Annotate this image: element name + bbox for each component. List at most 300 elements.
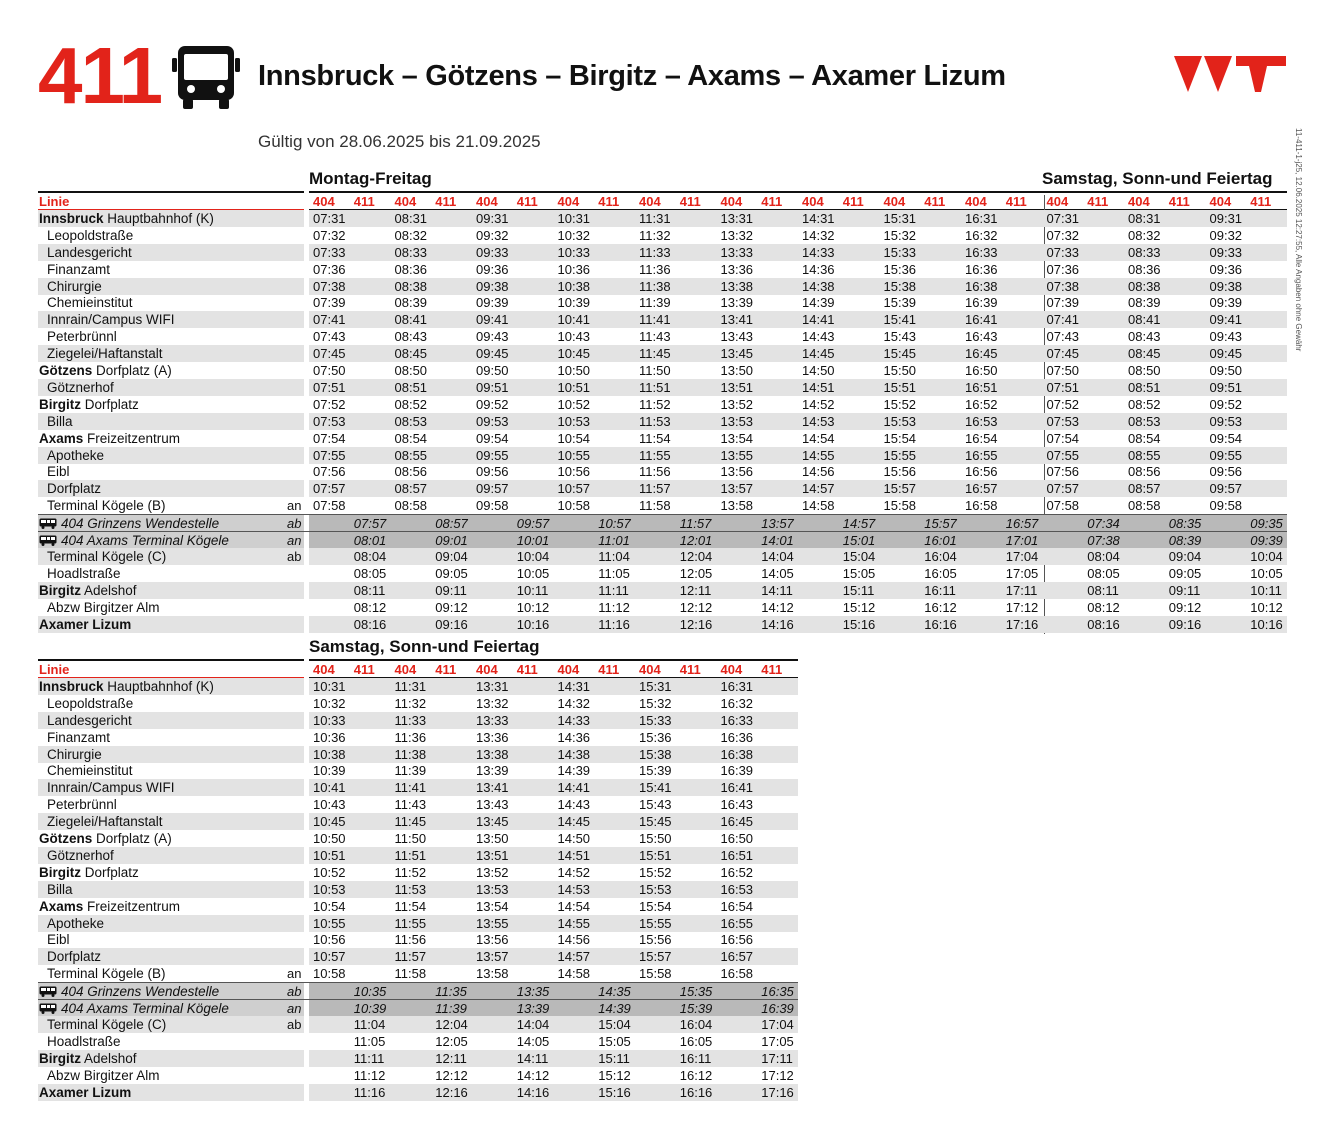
time-cell: 08:56	[1128, 464, 1161, 480]
time-cell: 17:11	[761, 1050, 793, 1066]
stop-name	[47, 294, 133, 311]
time-cell: 11:41	[639, 312, 671, 328]
stop-name	[47, 695, 133, 712]
stop-row	[38, 965, 798, 982]
validity-text: Gültig von 28.06.2025 bis 21.09.2025	[258, 132, 541, 151]
stop-row	[38, 210, 1287, 227]
time-cell: 08:33	[1128, 244, 1161, 260]
stop-row	[38, 712, 798, 729]
bus-icon	[172, 44, 240, 110]
time-cell: 15:31	[883, 210, 917, 226]
stop-name	[47, 746, 102, 763]
line-label-404: 404	[557, 194, 580, 209]
time-cell: 14:12	[516, 1067, 550, 1083]
time-cell: 17:16	[761, 1084, 794, 1100]
stop-row	[38, 729, 798, 746]
time-cell: 08:50	[394, 363, 428, 378]
stop-row	[38, 1050, 798, 1067]
time-cell: 07:50	[313, 363, 346, 378]
stop-row	[38, 447, 1287, 464]
stop-name	[47, 881, 73, 898]
time-cell: 16:39	[720, 763, 754, 779]
time-cell: 15:35	[679, 984, 713, 1000]
time-cell: 13:41	[476, 780, 509, 796]
time-cell: 10:58	[557, 498, 591, 514]
time-cell: 09:58	[1209, 498, 1243, 514]
time-cell: 14:11	[761, 582, 793, 598]
time-cell: 09:04	[435, 548, 468, 564]
stop-label: 404 Axams Terminal Kögele	[61, 1001, 229, 1016]
time-cell: 07:31	[1046, 210, 1080, 226]
line-label-411: 411	[679, 194, 701, 209]
time-cell: 16:55	[720, 915, 754, 931]
stop-row	[38, 328, 1287, 345]
stop-label: Finanzamt	[47, 261, 111, 277]
time-cell: 10:38	[313, 746, 346, 762]
stop-label: Peterbrünnl	[47, 329, 117, 345]
time-cell: 11:58	[639, 498, 671, 514]
arr-dep-marker: an	[287, 1001, 302, 1016]
time-cell: 13:31	[476, 678, 509, 694]
stop-label: Innrain/Campus WIFI	[47, 780, 175, 796]
line-label-411: 411	[679, 662, 701, 677]
stop-label: Hoadlstraße	[47, 1033, 121, 1049]
time-cell: 07:36	[1046, 261, 1080, 277]
time-cell: 10:51	[313, 847, 346, 863]
time-cell: 11:31	[639, 210, 671, 226]
time-cell: 10:43	[557, 329, 591, 345]
time-cell: 07:56	[313, 464, 346, 480]
time-cell: 14:05	[761, 565, 794, 581]
time-cell: 15:12	[598, 1067, 631, 1083]
stop-row	[38, 244, 1287, 261]
time-cell: 08:45	[394, 346, 428, 362]
time-cell: 09:31	[1209, 210, 1243, 226]
stop-row	[38, 463, 1287, 480]
time-cell: 14:58	[557, 966, 591, 982]
time-cell: 13:57	[720, 481, 754, 497]
time-cell: 14:50	[557, 831, 591, 846]
time-cell: 13:55	[476, 915, 509, 931]
time-cell: 13:52	[476, 864, 509, 880]
stop-row	[38, 1016, 798, 1033]
time-cell: 09:33	[1209, 244, 1243, 260]
line-label-404: 404	[557, 662, 580, 677]
time-cell: 07:45	[313, 346, 346, 362]
stop-place: Götzens	[39, 363, 93, 378]
time-cell: 10:56	[313, 932, 346, 948]
time-cell: 08:11	[1087, 582, 1119, 598]
line-label-411: 411	[516, 194, 538, 209]
time-cell: 16:39	[965, 295, 998, 311]
time-cell: 10:05	[516, 565, 550, 581]
line-label-411: 411	[842, 194, 864, 209]
time-cell: 12:04	[435, 1016, 468, 1032]
stop-place: Axamer Lizum	[39, 616, 132, 632]
stop-label: Hauptbahnhof (K)	[103, 678, 214, 694]
time-cell: 09:12	[1168, 599, 1202, 615]
time-cell: 08:52	[1128, 396, 1161, 412]
time-cell: 11:04	[353, 1016, 386, 1032]
time-cell: 11:04	[598, 548, 630, 564]
time-cell: 08:57	[435, 516, 468, 532]
stop-label: Terminal Kögele (C)	[47, 548, 167, 564]
time-cell: 17:01	[1005, 533, 1039, 548]
time-cell: 08:58	[1128, 498, 1161, 514]
time-cell: 15:52	[883, 396, 917, 412]
time-cell: 09:50	[1209, 363, 1243, 378]
line-label-411: 411	[1005, 194, 1027, 209]
time-cell: 09:38	[1209, 278, 1243, 294]
time-cell: 09:52	[1209, 396, 1243, 412]
time-cell: 07:41	[1046, 312, 1080, 328]
time-cell: 15:33	[883, 244, 917, 260]
stop-row	[38, 480, 1287, 497]
time-cell: 16:55	[965, 447, 998, 463]
time-cell: 09:39	[1209, 295, 1243, 311]
time-cell: 13:32	[720, 227, 754, 243]
stop-name	[39, 396, 139, 413]
time-cell: 10:31	[557, 210, 591, 226]
time-cell: 10:12	[1250, 599, 1283, 615]
time-cell: 14:39	[557, 763, 591, 779]
time-cell: 07:36	[313, 261, 346, 277]
time-cell: 10:11	[1250, 582, 1282, 598]
stop-label: Terminal Kögele (B)	[47, 966, 166, 982]
stop-label: Leopoldstraße	[47, 227, 134, 243]
time-cell: 08:31	[394, 210, 428, 226]
line-label-411: 411	[924, 194, 946, 209]
stop-name	[47, 413, 73, 430]
line-label-404: 404	[394, 194, 417, 209]
time-cell: 16:11	[924, 582, 956, 598]
stop-label: Landesgericht	[47, 712, 132, 728]
time-cell: 10:50	[313, 831, 346, 846]
time-cell: 09:51	[476, 379, 509, 395]
time-cell: 15:57	[639, 949, 672, 965]
time-cell: 09:55	[476, 447, 509, 463]
stop-label: 404 Axams Terminal Kögele	[61, 533, 229, 548]
time-cell: 11:43	[639, 329, 671, 345]
stop-row	[38, 261, 1287, 278]
time-cell: 14:36	[557, 729, 591, 745]
time-cell: 17:04	[1005, 548, 1039, 564]
time-cell: 07:58	[313, 498, 346, 514]
time-cell: 15:52	[639, 864, 672, 880]
stop-name	[47, 480, 101, 497]
time-cell: 09:54	[1209, 430, 1243, 446]
stop-row	[38, 1033, 798, 1050]
time-cell: 09:04	[1168, 548, 1202, 564]
time-cell: 08:01	[353, 533, 387, 548]
stop-row	[38, 379, 1287, 396]
time-cell: 10:39	[557, 295, 591, 311]
line-label-411: 411	[761, 194, 783, 209]
stop-name	[47, 565, 121, 582]
time-cell: 11:51	[394, 847, 427, 863]
time-cell: 07:57	[353, 516, 387, 532]
time-cell: 11:41	[394, 780, 427, 796]
time-cell: 07:43	[1046, 329, 1080, 345]
time-cell: 12:01	[679, 533, 713, 548]
time-cell: 08:43	[394, 329, 428, 345]
stop-row	[38, 227, 1287, 244]
time-cell: 09:12	[435, 599, 468, 615]
stop-row	[38, 948, 798, 965]
time-cell: 09:51	[1209, 379, 1243, 395]
time-cell: 10:45	[313, 814, 346, 830]
stop-name	[47, 244, 132, 261]
arr-dep-marker: an	[287, 533, 302, 548]
time-cell: 14:50	[802, 363, 835, 378]
stop-row	[38, 497, 1287, 514]
time-cell: 12:12	[679, 599, 713, 615]
line-label-404: 404	[802, 194, 824, 209]
time-cell: 16:58	[720, 966, 754, 982]
time-cell: 11:33	[639, 244, 671, 260]
time-cell: 10:41	[313, 780, 346, 796]
section-title: Samstag, Sonn-und Feiertag	[1042, 169, 1273, 188]
time-cell: 10:57	[598, 516, 631, 532]
time-cell: 15:39	[639, 763, 672, 779]
time-cell: 10:05	[1250, 565, 1283, 581]
time-cell: 14:01	[761, 533, 794, 548]
stop-name	[39, 864, 139, 881]
stop-label: 404 Grinzens Wendestelle	[61, 984, 220, 1000]
time-cell: 14:36	[802, 261, 835, 277]
time-cell: 09:56	[476, 464, 509, 480]
time-cell: 07:55	[313, 447, 346, 463]
time-cell: 10:41	[557, 312, 591, 328]
time-cell: 10:50	[557, 363, 591, 378]
stop-row	[38, 599, 1287, 616]
time-cell: 08:12	[1087, 599, 1120, 615]
stop-label: Dorfplatz	[47, 949, 102, 965]
time-cell: 16:04	[679, 1016, 713, 1032]
time-cell: 13:38	[476, 746, 509, 762]
time-cell: 09:45	[1209, 346, 1243, 362]
stop-row	[38, 396, 1287, 413]
stop-row	[38, 779, 798, 796]
time-cell: 16:52	[720, 864, 754, 880]
stop-label: Freizeitzentrum	[83, 430, 181, 446]
stop-label: Abzw Birgitzer Alm	[47, 1067, 160, 1083]
time-cell: 11:51	[639, 379, 671, 395]
time-cell: 11:52	[394, 864, 427, 880]
time-cell: 15:32	[883, 227, 917, 243]
time-cell: 17:05	[761, 1033, 794, 1049]
time-cell: 11:54	[394, 898, 427, 914]
time-cell: 15:16	[842, 616, 876, 632]
time-cell: 07:53	[313, 413, 346, 429]
stop-row	[38, 898, 798, 915]
time-cell: 10:32	[557, 227, 591, 243]
line-label-411: 411	[1168, 194, 1190, 209]
time-cell: 10:04	[516, 548, 550, 564]
time-cell: 15:36	[639, 729, 672, 745]
time-cell: 08:16	[1087, 616, 1120, 632]
time-cell: 08:33	[394, 244, 428, 260]
time-cell: 07:54	[1046, 430, 1080, 446]
stop-name	[47, 1067, 160, 1084]
time-cell: 14:04	[761, 548, 794, 564]
stop-name	[39, 582, 137, 599]
time-cell: 15:11	[842, 582, 875, 598]
time-cell: 16:16	[679, 1084, 713, 1100]
print-info: 11-411-1-j25, 12.06.2025 12:27:55, Alle Angaben ohne Gewähr	[1294, 128, 1303, 352]
time-cell: 13:39	[720, 295, 754, 311]
time-cell: 13:57	[476, 949, 509, 965]
time-cell: 15:41	[883, 312, 917, 328]
time-cell: 13:57	[761, 516, 794, 532]
time-cell: 17:05	[1005, 565, 1039, 581]
stop-label: Terminal Kögele (B)	[47, 498, 166, 514]
bus-icon	[39, 535, 57, 546]
time-cell: 10:04	[1250, 548, 1283, 564]
arr-dep-marker: an	[287, 966, 302, 982]
stop-place: Axams	[39, 430, 84, 446]
time-cell: 11:11	[598, 582, 629, 598]
time-cell: 08:36	[394, 261, 428, 277]
time-cell: 09:36	[476, 261, 509, 277]
time-cell: 09:53	[1209, 413, 1243, 429]
time-cell: 15:51	[883, 379, 917, 395]
stop-name	[47, 311, 175, 328]
time-cell: 08:39	[1168, 533, 1202, 548]
time-cell: 07:32	[1046, 227, 1080, 243]
time-cell: 08:41	[394, 312, 428, 328]
time-cell: 10:31	[313, 678, 346, 694]
time-cell: 13:50	[476, 831, 509, 846]
time-cell: 14:52	[557, 864, 591, 880]
time-cell: 10:51	[557, 379, 591, 395]
time-cell: 13:39	[516, 1001, 550, 1016]
time-cell: 10:55	[557, 447, 591, 463]
time-cell: 08:12	[353, 599, 387, 615]
stop-label: Innrain/Campus WIFI	[47, 312, 175, 328]
time-cell: 16:01	[924, 533, 957, 548]
time-cell: 14:16	[516, 1084, 550, 1100]
time-cell: 12:16	[435, 1084, 468, 1100]
time-cell: 16:05	[924, 565, 957, 581]
bus-icon	[39, 1003, 57, 1014]
time-cell: 10:55	[313, 915, 346, 931]
stop-label: Chirurgie	[47, 278, 102, 294]
time-cell: 07:52	[313, 396, 346, 412]
time-cell: 15:05	[598, 1033, 631, 1049]
time-cell: 08:38	[1128, 278, 1161, 294]
connection-row	[38, 531, 1287, 549]
time-cell: 11:32	[639, 227, 671, 243]
time-cell: 08:58	[394, 498, 428, 514]
time-cell: 11:11	[353, 1050, 385, 1066]
time-cell: 14:51	[802, 379, 835, 395]
time-cell: 08:56	[394, 464, 428, 480]
time-cell: 09:32	[476, 227, 509, 243]
time-cell: 13:54	[720, 430, 754, 446]
stop-row	[38, 1084, 798, 1101]
stop-label: Dorfplatz	[81, 396, 139, 412]
time-cell: 16:53	[965, 413, 998, 429]
time-cell: 14:57	[802, 481, 835, 497]
line-label-411: 411	[353, 194, 375, 209]
stop-label: 404 Grinzens Wendestelle	[61, 516, 220, 532]
time-cell: 09:41	[476, 312, 509, 328]
time-cell: 16:57	[1005, 516, 1039, 532]
time-cell: 15:50	[639, 831, 672, 846]
time-cell: 16:41	[965, 312, 998, 328]
time-cell: 16:32	[720, 695, 754, 711]
time-cell: 09:39	[476, 295, 509, 311]
stop-name	[39, 1000, 229, 1017]
time-cell: 11:45	[394, 814, 427, 830]
header-row	[0, 661, 1320, 678]
time-cell: 14:33	[557, 712, 591, 728]
time-cell: 11:55	[394, 915, 427, 931]
time-cell: 08:51	[394, 379, 428, 395]
time-cell: 09:50	[476, 363, 509, 378]
time-cell: 17:16	[1005, 616, 1039, 632]
time-cell: 07:39	[313, 295, 346, 311]
stop-label: Abzw Birgitzer Alm	[47, 599, 160, 615]
line-label-411: 411	[1250, 194, 1272, 209]
time-cell: 13:41	[720, 312, 754, 328]
time-cell: 15:31	[639, 678, 672, 694]
time-cell: 10:32	[313, 695, 346, 711]
bus-icon	[39, 518, 57, 529]
time-cell: 10:53	[313, 881, 346, 897]
time-cell: 11:32	[394, 695, 427, 711]
time-cell: 15:01	[842, 533, 876, 548]
time-cell: 15:16	[598, 1084, 631, 1100]
time-cell: 14:43	[557, 797, 591, 813]
time-cell: 09:35	[1250, 516, 1283, 532]
time-cell: 14:33	[802, 244, 835, 260]
route-title: Innsbruck – Götzens – Birgitz – Axams – Axamer Lizum	[258, 60, 1006, 92]
time-cell: 15:38	[639, 746, 672, 762]
time-cell: 08:53	[394, 413, 428, 429]
time-cell: 14:39	[598, 1001, 631, 1016]
stop-name	[39, 678, 214, 695]
stop-name	[47, 278, 102, 295]
line-label-411: 411	[598, 194, 620, 209]
stop-row	[38, 796, 798, 813]
stop-label: Peterbrünnl	[47, 797, 117, 813]
time-cell: 10:57	[557, 481, 591, 497]
time-cell: 09:05	[435, 565, 468, 581]
stop-name	[47, 948, 101, 965]
time-cell: 14:54	[557, 898, 591, 914]
time-cell: 16:50	[965, 363, 998, 378]
time-cell: 16:45	[965, 346, 998, 362]
time-cell: 10:53	[557, 413, 591, 429]
stop-name	[47, 1016, 166, 1033]
time-cell: 11:53	[639, 413, 671, 429]
line-label-411: 411	[761, 662, 783, 677]
time-cell: 16:45	[720, 814, 754, 830]
time-cell: 09:38	[476, 278, 509, 294]
time-cell: 15:04	[598, 1016, 631, 1032]
time-cell: 13:45	[476, 814, 509, 830]
stop-row	[38, 548, 1287, 565]
time-cell: 16:56	[720, 932, 754, 948]
time-cell: 15:39	[883, 295, 917, 311]
time-cell: 15:55	[639, 915, 672, 931]
time-cell: 13:54	[476, 898, 509, 914]
stop-label: Dorfplatz	[47, 481, 102, 497]
time-cell: 14:39	[802, 295, 835, 311]
time-cell: 08:55	[394, 447, 428, 463]
